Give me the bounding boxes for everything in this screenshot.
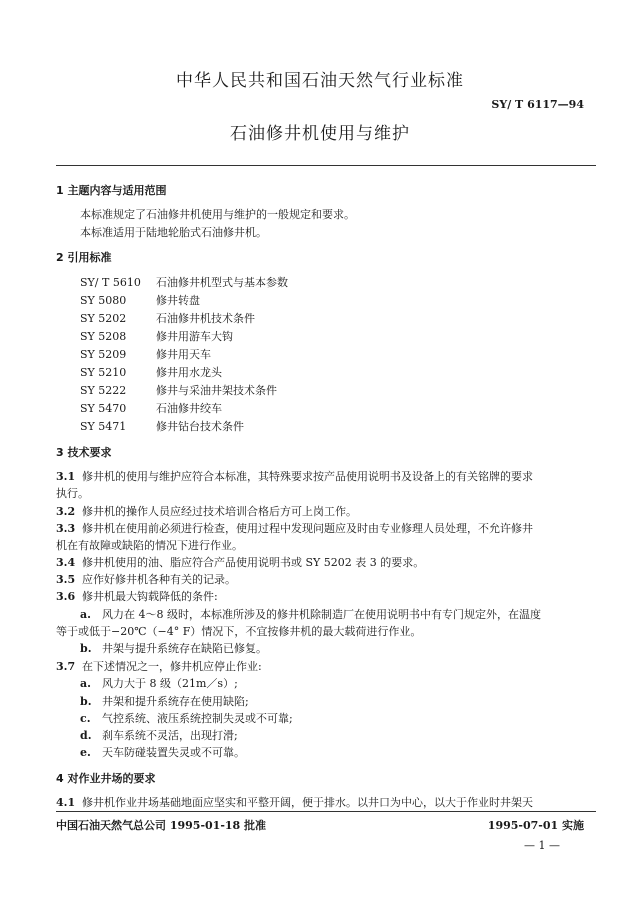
reference-title: 修井转盘	[156, 294, 200, 307]
reference-item	[80, 400, 222, 416]
clause-3-7-item	[80, 710, 293, 726]
reference-item	[80, 382, 277, 398]
section-4-heading: 4 对作业井场的要求	[56, 772, 156, 785]
reference-item	[80, 310, 255, 326]
clause-text: 修井机最大钩载降低的条件:	[82, 590, 218, 603]
clause-3-3-continuation: 机在有故障或缺陷的情况下进行作业。	[56, 539, 243, 552]
item-text: 风力在 4～8 级时，本标准所涉及的修井机除制造厂在使用说明书中有专门规定外，在温度	[102, 608, 541, 621]
item-text: 风力大于 8 级（21m／s）;	[102, 677, 238, 690]
reference-code: SY 5209	[80, 348, 127, 361]
issuing-organization: 中华人民共和国石油天然气行业标准	[176, 71, 464, 91]
footer-rule	[56, 811, 596, 812]
item-label: a.	[80, 677, 91, 690]
reference-code: SY 5208	[80, 330, 127, 343]
document-title: 石油修井机使用与维护	[230, 124, 410, 144]
item-label: b.	[80, 642, 92, 655]
clause-number: 3.5	[56, 573, 76, 586]
clause-text: 修井机使用的油、脂应符合产品使用说明书或 SY 5202 表 3 的要求。	[82, 556, 425, 569]
clause-3-7-item	[80, 693, 249, 709]
reference-code: SY/ T 5610	[80, 276, 141, 289]
reference-item	[80, 292, 200, 308]
clause-number: 3.2	[56, 505, 76, 518]
clause-number: 3.4	[56, 556, 76, 569]
reference-title: 修井钻台技术条件	[156, 420, 244, 433]
item-label: c.	[80, 712, 91, 725]
clause-text: 修井机作业井场基础地面应坚实和平整开阔，便于排水。以井口为中心，以大于作业时井架天	[82, 796, 533, 809]
item-text: 刹车系统不灵活，出现打滑;	[102, 729, 238, 742]
item-label: a.	[80, 608, 91, 621]
clause-3-6-item-a-continuation: 等于或低于−20℃（−4° F）情况下，不宜按修井机的最大载荷进行作业。	[56, 625, 422, 638]
clause-number: 3.7	[56, 660, 76, 673]
approval-line: 中国石油天然气总公司 1995-01-18 批准	[56, 819, 267, 832]
reference-title: 石油修井绞车	[156, 402, 222, 415]
clause-number: 3.1	[56, 470, 76, 483]
clause-3-7-item	[80, 727, 238, 743]
clause-3-7-item	[80, 675, 238, 691]
clause-3-7-item	[80, 744, 245, 760]
clause-number: 4.1	[56, 796, 76, 809]
reference-code: SY 5210	[80, 366, 127, 379]
clause-text: 修井机的操作人员应经过技术培训合格后方可上岗工作。	[82, 505, 357, 518]
reference-code: SY 5222	[80, 384, 127, 397]
reference-title: 修井用水龙头	[156, 366, 222, 379]
section-3-heading: 3 技术要求	[56, 446, 112, 459]
item-text: 井架与提升系统存在缺陷已修复。	[102, 642, 267, 655]
clause-3-6-item-b	[80, 640, 267, 656]
section-1-paragraph-1: 本标准规定了石油修井机使用与维护的一般规定和要求。	[80, 208, 355, 221]
reference-item	[80, 364, 222, 380]
section-2-heading: 2 引用标准	[56, 251, 112, 264]
section-1-heading: 1 主题内容与适用范围	[56, 184, 167, 197]
header-rule	[56, 165, 596, 166]
clause-4-1	[56, 794, 533, 810]
reference-code: SY 5202	[80, 312, 127, 325]
reference-item	[80, 346, 211, 362]
clause-3-5	[56, 571, 236, 587]
clause-number: 3.3	[56, 522, 76, 535]
clause-number: 3.6	[56, 590, 76, 603]
reference-item	[80, 418, 244, 434]
page-number: — 1 —	[524, 839, 560, 852]
section-1-paragraph-2: 本标准适用于陆地轮胎式石油修井机。	[80, 226, 267, 239]
reference-title: 修井用游车大钩	[156, 330, 233, 343]
clause-3-6	[56, 588, 218, 604]
reference-title: 石油修井机型式与基本参数	[156, 276, 288, 289]
item-label: d.	[80, 729, 92, 742]
reference-item	[80, 274, 288, 290]
item-text: 天车防碰装置失灵或不可靠。	[102, 746, 245, 759]
item-label: b.	[80, 695, 92, 708]
item-text: 气控系统、液压系统控制失灵或不可靠;	[102, 712, 293, 725]
clause-3-2	[56, 503, 357, 519]
clause-3-4	[56, 554, 424, 570]
reference-title: 修井与采油井架技术条件	[156, 384, 277, 397]
clause-text: 在下述情况之一，修井机应停止作业:	[82, 660, 262, 673]
clause-3-1-continuation: 执行。	[56, 487, 89, 500]
item-label: e.	[80, 746, 91, 759]
clause-text: 修井机的使用与维护应符合本标准，其特殊要求按产品使用说明书及设备上的有关铭牌的要求	[82, 470, 533, 483]
reference-code: SY 5080	[80, 294, 127, 307]
reference-code: SY 5470	[80, 402, 127, 415]
item-text: 井架和提升系统存在使用缺陷;	[102, 695, 249, 708]
reference-title: 石油修井机技术条件	[156, 312, 255, 325]
clause-3-3	[56, 520, 533, 536]
reference-item	[80, 328, 233, 344]
reference-code: SY 5471	[80, 420, 127, 433]
effective-date: 1995-07-01 实施	[487, 819, 584, 832]
clause-3-6-item-a	[80, 606, 541, 622]
clause-3-7	[56, 658, 262, 674]
standard-code: SY/ T 6117—94	[491, 98, 584, 111]
clause-text: 应作好修井机各种有关的记录。	[82, 573, 236, 586]
clause-text: 修井机在使用前必须进行检查，使用过程中发现问题应及时由专业修理人员处理，不允许修井	[82, 522, 533, 535]
clause-3-1	[56, 468, 533, 484]
reference-title: 修井用天车	[156, 348, 211, 361]
